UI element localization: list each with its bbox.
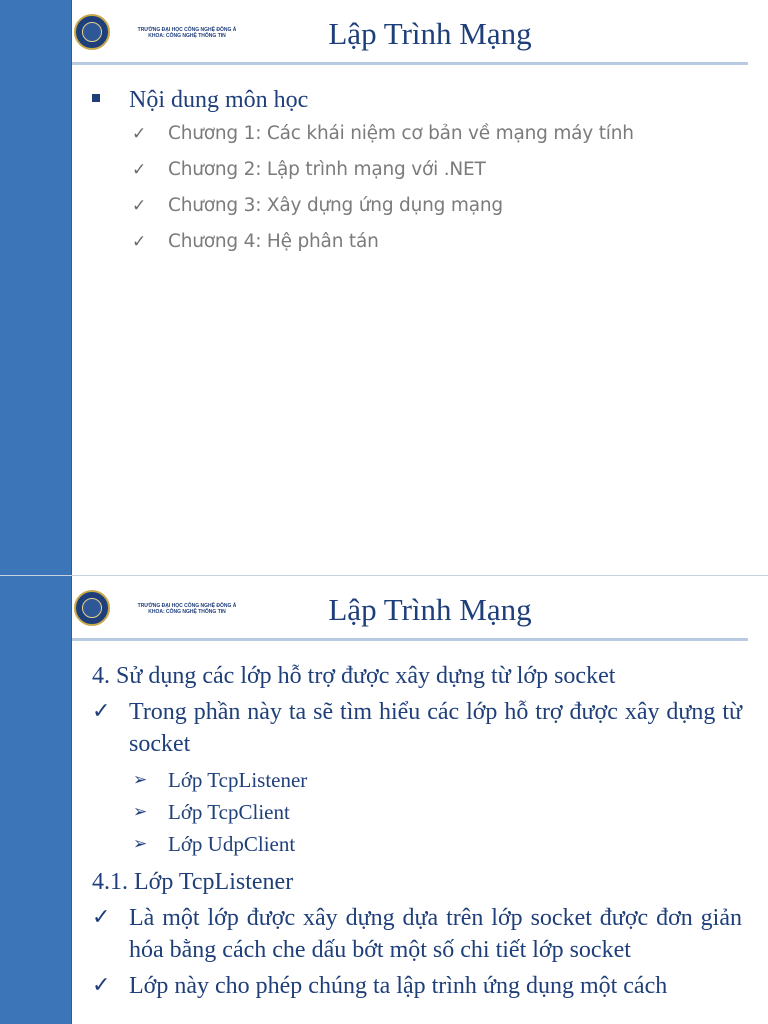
section-heading: 4.1. Lớp TcpListener	[92, 869, 294, 895]
slide-sidebar	[0, 0, 72, 576]
list-item: ✓ Chương 2: Lập trình mạng với .NET	[92, 152, 732, 188]
title-underline	[72, 638, 748, 641]
slide-title: Lập Trình Mạng	[328, 16, 532, 51]
sub-item: ➢ Lớp UdpClient	[92, 828, 742, 860]
slide-content	[92, 660, 742, 1002]
check-icon: ✓	[132, 232, 147, 252]
school-name: TRƯỜNG ĐẠI HỌC CÔNG NGHỆ ĐÔNG Á KHOA: CÔNG NGHỆ THÔNG TIN	[137, 603, 237, 615]
check-icon: ✓	[132, 196, 147, 216]
check-bullet: ✓ Lớp này cho phép chúng ta lập trình ứng dụng một cách	[92, 970, 742, 1002]
arrow-bullet-icon: ➢	[133, 834, 148, 854]
check-icon: ✓	[92, 973, 111, 998]
school-name: TRƯỜNG ĐẠI HỌC CÔNG NGHỆ ĐÔNG Á KHOA: CÔNG NGHỆ THÔNG TIN	[137, 27, 237, 39]
section-heading: 4. Sử dụng các lớp hỗ trợ được xây dựng từ lớp socket	[92, 663, 616, 689]
check-icon: ✓	[132, 124, 147, 144]
main-bullet: Nội dung môn học	[92, 84, 732, 116]
check-bullet: ✓ Trong phần này ta sẽ tìm hiểu các lớp hỗ trợ được xây dựng từ socket	[92, 696, 742, 760]
list-item: ✓ Chương 3: Xây dựng ứng dụng mạng	[92, 188, 732, 224]
title-underline	[72, 62, 748, 65]
university-logo-icon	[74, 14, 110, 50]
university-logo-icon	[74, 590, 110, 626]
check-icon: ✓	[92, 699, 111, 724]
slide-sidebar	[0, 576, 72, 1024]
check-bullet: ✓ Là một lớp được xây dựng dựa trên lớp socket được đơn giản hóa bằng cách che dấu bớt một số chi tiết lớp socket	[92, 902, 742, 966]
list-item: ✓ Chương 1: Các khái niệm cơ bản về mạng máy tính	[92, 116, 732, 152]
check-icon: ✓	[92, 905, 111, 930]
list-item: ✓ Chương 4: Hệ phân tán	[92, 224, 732, 260]
slide-2	[0, 576, 768, 1024]
arrow-bullet-icon: ➢	[133, 802, 148, 822]
arrow-bullet-icon: ➢	[133, 770, 148, 790]
sub-item: ➢ Lớp TcpListener	[92, 764, 742, 796]
square-bullet-icon	[92, 94, 100, 102]
sub-item: ➢ Lớp TcpClient	[92, 796, 742, 828]
check-icon: ✓	[132, 160, 147, 180]
content-list	[92, 84, 732, 260]
slide-title: Lập Trình Mạng	[328, 592, 532, 627]
